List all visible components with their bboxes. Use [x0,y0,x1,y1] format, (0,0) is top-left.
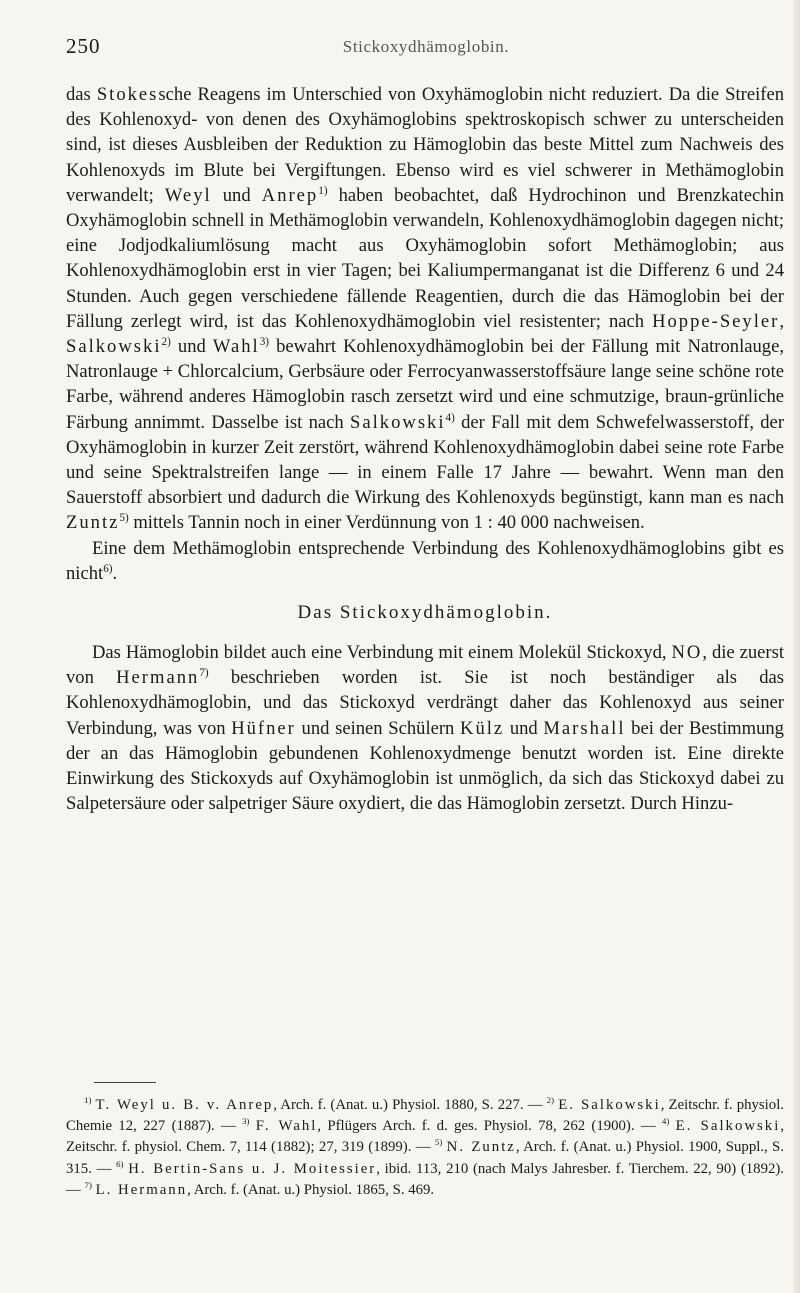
author-name: Hoppe-Seyler [652,310,780,332]
author-name: Hermann [116,667,200,689]
author-name: Wahl [212,336,260,358]
author-name: Salkowski [66,336,162,358]
section-heading: Das Stickoxydhämoglobin. [297,602,553,624]
footnote-rule [94,1082,156,1083]
footnote-ref: 3) [259,335,269,348]
footnote-ref: 2) [161,335,171,348]
author-name: Salkowski [350,411,446,433]
page-header [66,34,786,60]
footnote-ref: 7) [199,667,209,680]
formula: NO [671,642,703,664]
author-name: Weyl [164,184,212,206]
footnote-ref: 5) [119,512,129,525]
page-edge [793,0,800,1293]
paragraph-methaemoglobin: Eine dem Methämoglobin entsprechende Verbindung des Kohlenoxydhämoglobins gibt es nicht$^{6)}$. [66,537,784,584]
footnote-block: $^{1)}$ T. Weyl u. B. v. Anrep, Arch. f. (Anat. u.) Physiol. 1880, S. 227. — $^{2)}$ E. Salkowski, Zeitschr. f. physiol. Chemie 12, 227 (1887). — $^{3)}$ F. Wahl, Pflügers Arch. f. d. ges. Physiol. 78, 262 (1900). — $^{4)}$ E. Salkowski, Zeitschr. f. physiol. Chem. 7, 114 (1882); 27, 319 (1899). — $^{5)}$ N. Zuntz, Arch. f. (Anat. u.) Physiol. 1900, Suppl., S. 315. — $^{6)}$ H. Bertin-Sans u. J. Moitessier, ibid. 113, 210 (nach Malys Jahresber. f. Tierchem. 22, 90) (1892). — $^{7)}$ L. Hermann, Arch. f. (Anat. u.) Physiol. 1865, S. 469. [66,1095,785,1198]
author-name: Zuntz [66,512,120,534]
author-name: Stokes [96,84,159,105]
paragraph-kohlenoxyd: das Stokessche Reagens im Unterschied von Oxyhämoglobin nicht reduziert. Da die Streifen des Kohlenoxyd- von denen des Oxyhämoglobins spektroskopisch schwer zu unterscheiden sind, ist dieses Ausbleiben der Reduktion zu Hämoglobin das beste Mittel zum Nachweis des Kohlenoxyds im Blute bei Vergiftungen. Ebenso wird es viel schwerer in Methämoglobin verwandelt; Weyl und Anrep$^{1)}$ haben beobachtet, daß Hydrochinon und Brenzkatechin Oxyhämoglobin schnell in Methämoglobin verwandeln, Kohlenoxydhämoglobin dagegen nicht; eine Jodjodkaliumlösung macht aus Oxyhämoglobin sofort Methämoglobin; aus Kohlenoxydhämoglobin erst in vier Tagen; bei Kaliumpermanganat ist die Differenz 6 und 24 Stunden. Auch gegen verschiedene fällende Reagentien, durch die das Hämoglobin bei der Fällung zerlegt wird, ist das Kohlenoxydhämoglobin viel resistenter; nach Hoppe-Seyler, Salkowski$^{2)}$ und Wahl$^{3)}$ bewahrt Kohlenoxydhämoglobin bei der Fällung mit Natronlauge, Natronlauge + Chlorcalcium, Gerbsäure oder Ferrocyanwasserstoffsäure lange seine schöne rote Farbe, während anderes Hämoglobin rasch zersetzt wird und eine schmutzige, braun-grünliche Färbung annimmt. Dasselbe ist nach Salkowski$^{4)}$ der Fall mit dem Schwefelwasserstoff, der Oxyhämoglobin in kurzer Zeit zerstört, während Kohlenoxydhämoglobin dabei seine rote Farbe und seine Spektralstreifen lange — in einem Falle 17 Jahre — bewahrt. Wenn man den Sauerstoff absorbiert und dadurch die Wirkung des Kohlenoxyds begünstigt, kann man es nach Zuntz$^{5)}$ mittels Tannin noch in einer Verdünnung von 1 : 40 000 nachweisen. [66,84,785,534]
author-name: Anrep [261,184,319,206]
author-name: Marshall [543,717,626,739]
paragraph-stickoxyd: Das Hämoglobin bildet auch eine Verbindung mit einem Molekül Stickoxyd, NO, die zuerst von Hermann$^{7)}$ beschrieben worden ist. Sie ist noch beständiger als das Kohlenoxydhämoglobin, und das Stickoxyd verdrängt daher das Kohlenoxyd aus seiner Verbindung, was von Hüfner und seinen Schülern Külz und Marshall bei der Bestimmung der an das Hämoglobin gebundenen Kohlenoxydmenge benutzt worden ist. Eine direkte Einwirkung des Stickoxyds auf Oxyhämoglobin ist unmöglich, da sich das Stickoxyd dabei zu Salpetersäure oder salpetriger Säure oxydiert, die das Hämoglobin zersetzt. Durch Hinzu- [66,642,784,815]
body-text [66,82,784,816]
footnote-ref: 6) [103,562,113,575]
author-name: Külz [460,717,505,739]
running-title: Stickoxydhämoglobin. [342,37,510,56]
footnotes [66,1095,784,1201]
footnote-ref: 1) [318,184,328,197]
footnote-ref: 4) [445,411,455,424]
author-name: Hüfner [231,717,296,739]
page-number: 250 [66,34,101,58]
